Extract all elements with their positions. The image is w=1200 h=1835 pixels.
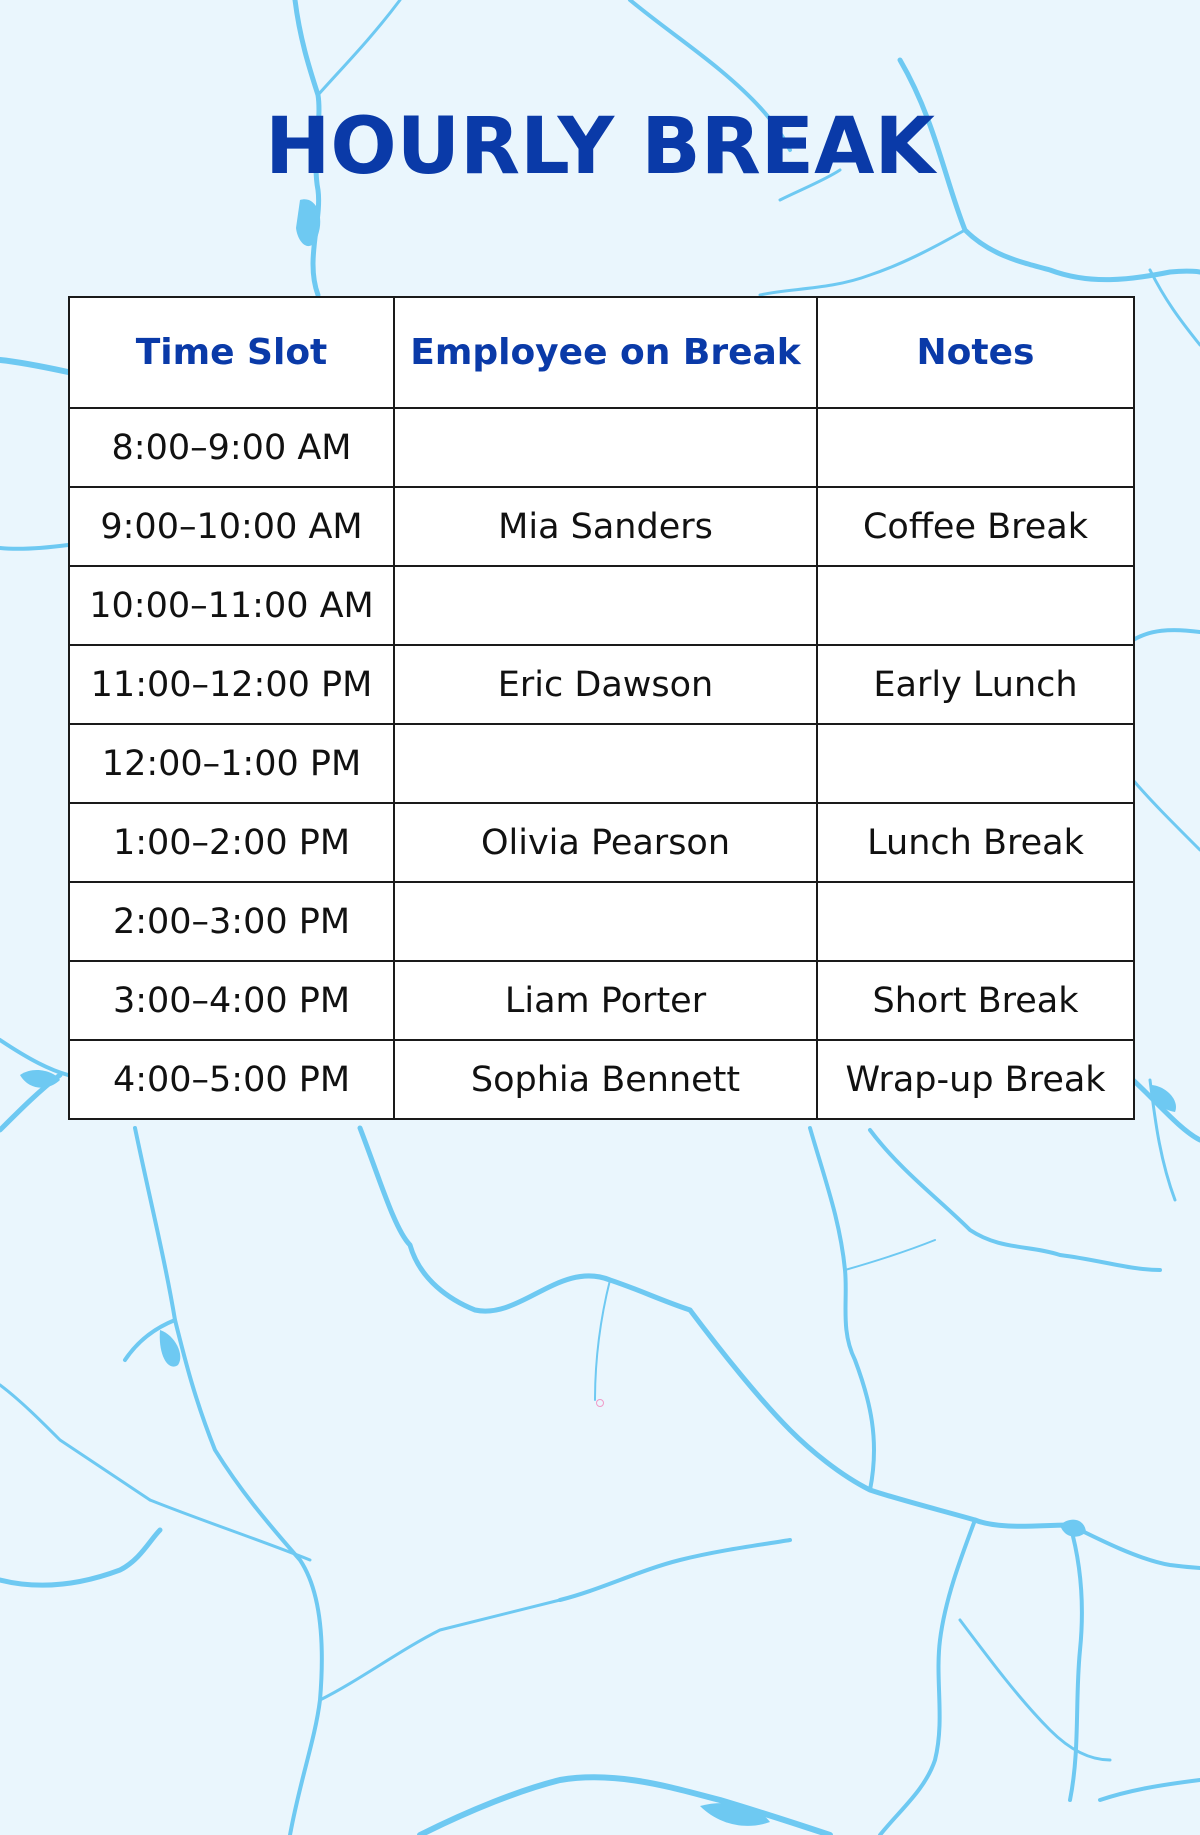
table-row (69, 566, 1134, 645)
notes-cell (817, 724, 1134, 803)
notes-cell: Wrap-up Break (817, 1040, 1134, 1119)
decorative-dot (596, 1399, 604, 1407)
table-row (69, 724, 1134, 803)
table-row (69, 1040, 1134, 1119)
time-slot-cell: 11:00–12:00 PM (69, 645, 394, 724)
employee-cell (394, 408, 817, 487)
notes-cell: Coffee Break (817, 487, 1134, 566)
table-row (69, 487, 1134, 566)
employee-cell: Liam Porter (394, 961, 817, 1040)
time-slot-cell: 4:00–5:00 PM (69, 1040, 394, 1119)
employee-cell (394, 882, 817, 961)
notes-cell: Lunch Break (817, 803, 1134, 882)
employee-cell: Sophia Bennett (394, 1040, 817, 1119)
employee-cell: Eric Dawson (394, 645, 817, 724)
header-employee-on-break: Employee on Break (394, 297, 817, 408)
table-header-row (69, 297, 1134, 408)
header-time-slot: Time Slot (69, 297, 394, 408)
notes-cell (817, 882, 1134, 961)
table-row (69, 645, 1134, 724)
time-slot-cell: 3:00–4:00 PM (69, 961, 394, 1040)
header-notes: Notes (817, 297, 1134, 408)
employee-cell: Olivia Pearson (394, 803, 817, 882)
notes-cell: Short Break (817, 961, 1134, 1040)
notes-cell: Early Lunch (817, 645, 1134, 724)
table-row (69, 803, 1134, 882)
page-title: HOURLY BREAK (265, 102, 935, 192)
table-row (69, 961, 1134, 1040)
employee-cell (394, 566, 817, 645)
table-row (69, 408, 1134, 487)
time-slot-cell: 1:00–2:00 PM (69, 803, 394, 882)
time-slot-cell: 12:00–1:00 PM (69, 724, 394, 803)
time-slot-cell: 8:00–9:00 AM (69, 408, 394, 487)
employee-cell (394, 724, 817, 803)
employee-cell: Mia Sanders (394, 487, 817, 566)
time-slot-cell: 2:00–3:00 PM (69, 882, 394, 961)
notes-cell (817, 566, 1134, 645)
break-schedule-table (68, 296, 1135, 1120)
time-slot-cell: 10:00–11:00 AM (69, 566, 394, 645)
table-row (69, 882, 1134, 961)
time-slot-cell: 9:00–10:00 AM (69, 487, 394, 566)
notes-cell (817, 408, 1134, 487)
